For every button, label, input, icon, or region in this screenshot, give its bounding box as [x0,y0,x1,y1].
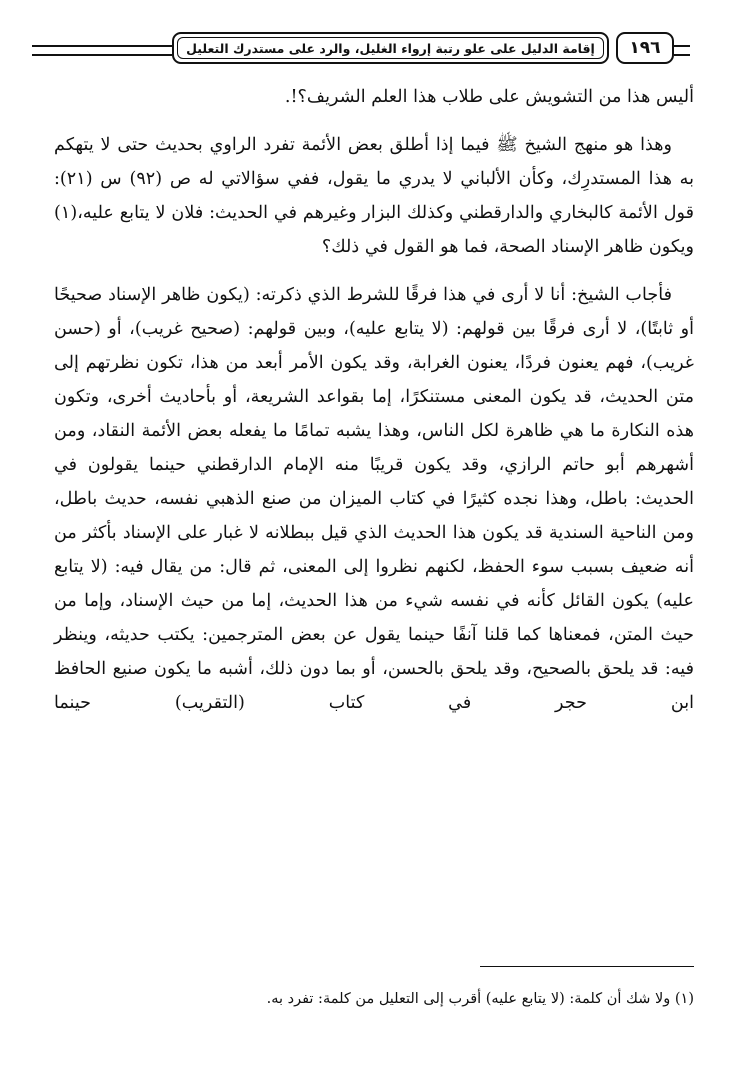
header-rule-right [674,45,690,56]
running-header [32,30,722,76]
paragraph: أليس هذا من التشويش على طلاب هذا العلم الشريف؟!. [284,87,694,107]
page-number-frame [616,32,674,64]
footnote: (١) ولا شك أن كلمة: (لا يتابع عليه) أقرب إلى التعليل من كلمة: تفرد به. [266,991,694,1007]
footnote-separator [480,966,694,967]
paragraph: فأجاب الشيخ: أنا لا أرى في هذا فرقًا للشرط الذي ذكرته: (يكون ظاهر الإسناد صحيحًا أو ثابتًا)، لا أرى فرقًا بين قولهم: (لا يتابع عليه)، وبين قولهم: (صحيح غريب)، أو (حسن غريب)، فهم يعنون فردًا، يعنون الغرابة، وقد يكون الأمر أبعد من هذا، تكون نظرتهم إلى متن الحديث، قد يكون المعنى مستنكرًا، إما بقواعد الشريعة، أو بأحاديث أخرى، وتكون هذه النكارة ما هي ظاهرة لكل الناس، وهذا يشبه تمامًا ما يفعله بعض الأئمة النقاد، ومن أشهرهم أبو حاتم الرازي، وقد يكون قريبًا منه الإمام الدارقطني حينما يقولون في الحديث: باطل، وهذا نجده كثيرًا في كتاب الميزان من صنع الذهبي نفسه، حديث باطل، ومن الناحية السندية قد يكون هذا الحديث الذي قيل ببطلانه لا غبار على الإسناد بأكثر من أنه ضعيف بسبب سوء الحفظ، لكنهم نظروا إلى المعنى، ثم قال: من يقال فيه: (لا يتابع عليه) يكون القائل كأنه في نفسه شيء من هذا الحديث، إما من حيث الإسناد، وإما من حيث المتن، فمعناها كما قلنا آنفًا حينما يقول عن بعض المترجمين: يكتب حديثه، وينظر فيه: قد يلحق بالصحيح، وقد يلحق بالحسن، أو بما دون ذلك، أشبه ما يكون صنيع الحافظ ابن حجر في كتاب (التقريب) حينما [54,285,694,713]
header-rule-left [32,45,172,56]
main-text [54,80,694,720]
running-title-frame [172,32,609,64]
paragraph: وهذا هو منهج الشيخ ﷺ فيما إذا أطلق بعض الأئمة تفرد الراوي بحديث حتى لا يتهكم به هذا المستدرِك، وكأن الألباني لا يدري ما يقول، ففي سؤالاتي له ص (٩٢) س (٢١): قول الأئمة كالبخاري والدارقطني وكذلك البزار وغيرهم في الحديث: فلان لا يتابع عليه،(١) ويكون ظاهر الإسناد الصحة، فما هو القول في ذلك؟ [54,135,695,257]
page-number: ١٩٦ [629,38,661,58]
running-title: إقامة الدليل على علو رتبة إرواء الغليل، والرد على مستدرك التعليل [186,40,595,56]
